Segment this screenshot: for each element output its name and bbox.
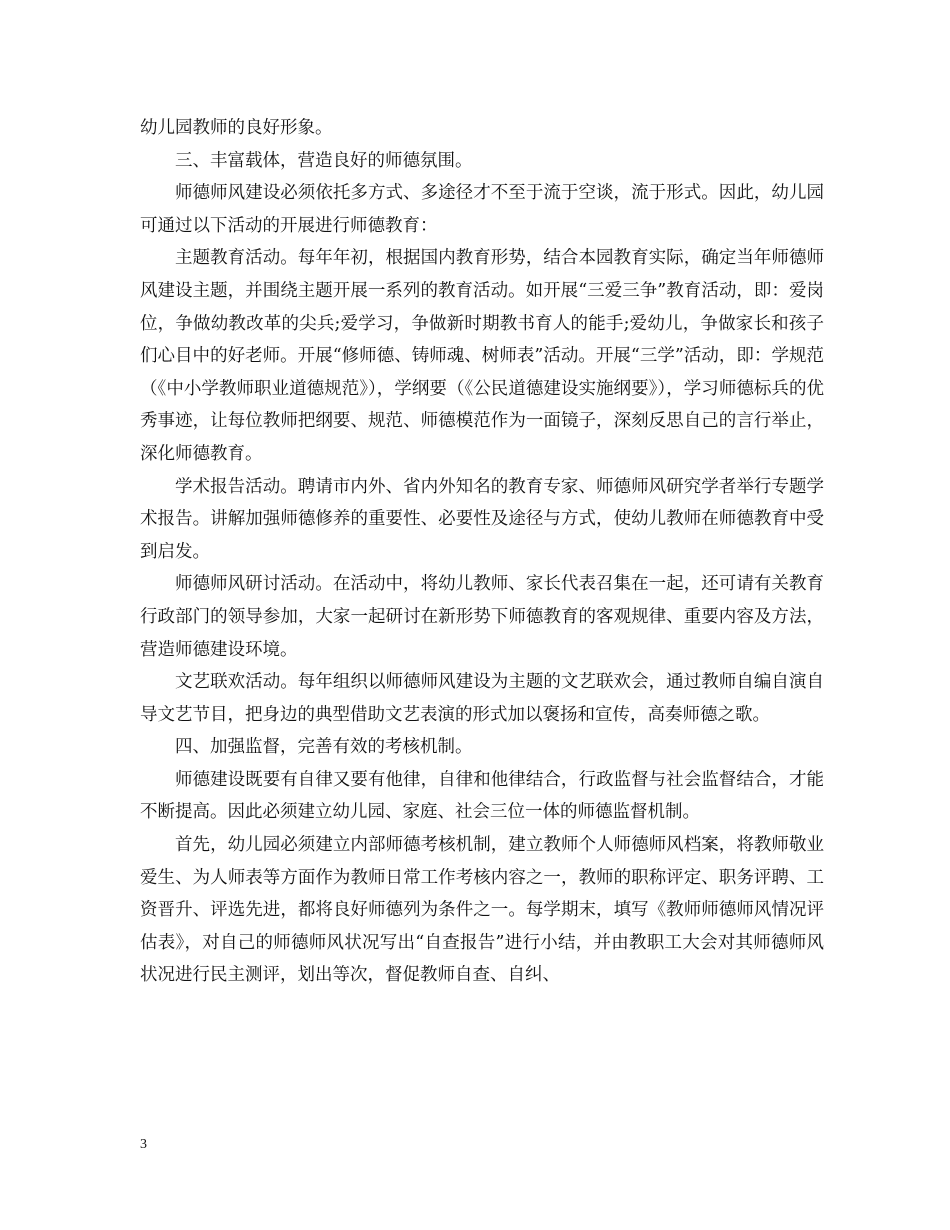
paragraph: 师德建设既要有自律又要有他律，自律和他律结合，行政监督与社会监督结合，才能不断提高。因此必须建立幼儿园、家庭、社会三位一体的师德监督机制。 — [140, 769, 824, 823]
section-heading-4: 四、加强监督，完善有效的考核机制。 — [175, 737, 473, 758]
paragraph: 师德师风建设必须依托多方式、多途径才不至于流于空谈，流于形式。因此，幼儿园可通过以下活动的开展进行师德教育： — [140, 183, 824, 236]
paragraph: 幼儿园教师的良好形象。 — [140, 118, 333, 138]
paragraph: 文艺联欢活动。每年组织以师德师风建设为主题的文艺联欢会，通过教师自编自演自导文艺节目，把身边的典型借助文艺表演的形式加以褒扬和宣传，高奏师德之歌。 — [140, 672, 824, 725]
page-number: 3 — [140, 1137, 147, 1152]
paragraph: 主题教育活动。每年年初，根据国内教育形势，结合本园教育实际，确定当年师德师风建设主题，并围绕主题开展一系列的教育活动。如开展“三爱三争”教育活动，即：爱岗位，争做幼教改革的尖兵;爱学习，争做新时期教书育人的能手;爱幼儿，争做家长和孩子们心目中的好老师。开展“修师德、铸师魂、树师表”活动。开展“三学”活动，即：学规范（《中小学教师职业道德规范》），学纲要（《公民道德建设实施纲要》），学习师德标兵的优秀事迹，让每位教师把纲要、规范、师德模范作为一面镜子，深刻反思自己的言行举止，深化师德教育。 — [140, 248, 824, 464]
paragraph: 学术报告活动。聘请市内外、省内外知名的教育专家、师德师风研究学者举行专题学术报告。讲解加强师德修养的重要性、必要性及途径与方式，使幼儿教师在师德教育中受到启发。 — [140, 476, 824, 562]
section-heading-3: 三、丰富载体，营造良好的师德氛围。 — [175, 150, 473, 171]
body-text — [140, 112, 824, 992]
paragraph: 首先，幼儿园必须建立内部师德考核机制，建立教师个人师德师风档案，将教师敬业爱生、为人师表等方面作为教师日常工作考核内容之一，教师的职称评定、职务评聘、工资晋升、评选先进，都将良好师德列为条件之一。每学期末，填写《教师师德师风情况评估表》，对自己的师德师风状况写出“自查报告”进行小结，并由教职工大会对其师德师风状况进行民主测评，划出等次，督促教师自查、自纠、 — [140, 835, 824, 986]
paragraph: 师德师风研讨活动。在活动中，将幼儿教师、家长代表召集在一起，还可请有关教育行政部门的领导参加，大家一起研讨在新形势下师德教育的客观规律、重要内容及方法，营造师德建设环境。 — [140, 574, 824, 660]
